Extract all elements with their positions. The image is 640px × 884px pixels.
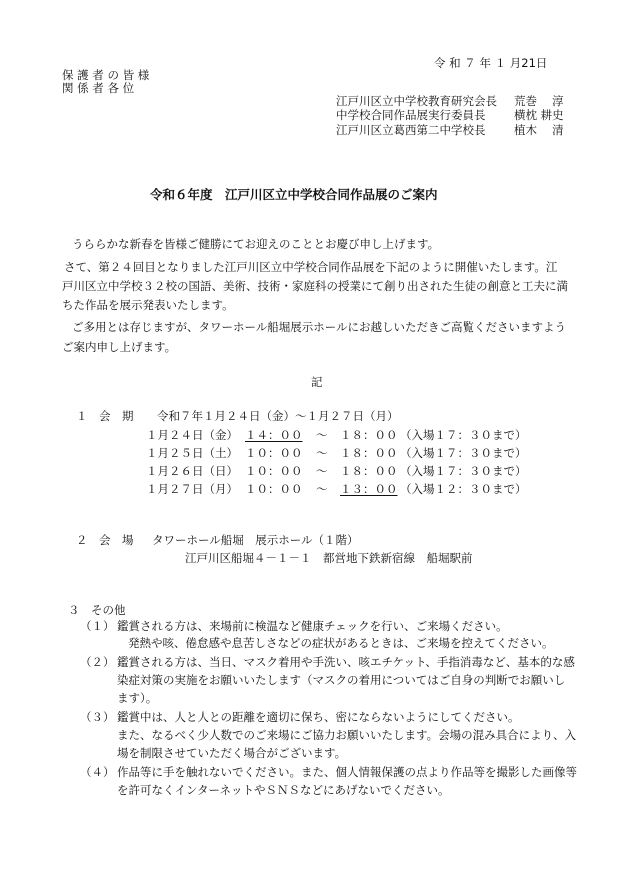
schedule-entry-note: （入場１７：３０まで）: [400, 464, 527, 478]
schedule-day: １月２６日（日）: [146, 464, 238, 478]
venue-name: タワーホール船堀 展示ホール（１階）: [152, 533, 359, 547]
venue-address: 江戸川区船堀４－１－１ 都営地下鉄新宿線 船堀駅前: [185, 551, 473, 565]
note-line: 鑑賞される方は、当日、マスク着用や手洗い、咳エチケット、手指消毒など、基本的な感: [117, 655, 575, 669]
request-paragraph-line: ご多用とは存じますが、タワーホール船堀展示ホールにお越しいただきご高覧くださいますよう: [72, 320, 567, 334]
note-line: 鑑賞中は、人と人との距離を適切に保ち、密にならないようにしてください。: [117, 710, 520, 724]
schedule-separator: ～: [316, 482, 328, 496]
note-line: 作品等に手を触れないでください。また、個人情報保護の点より作品等を撮影した画像等: [117, 765, 577, 779]
schedule-entry-note: （入場１７：３０まで）: [400, 428, 527, 442]
note-number: （４）: [80, 765, 115, 779]
schedule-end-time: １８：００: [340, 428, 398, 442]
ki-heading: 記: [311, 375, 323, 389]
sender-role: 江戸川区立葛西第二中学校長: [336, 123, 486, 137]
schedule-day: １月２７日（月）: [146, 482, 238, 496]
schedule-entry-note: （入場１２：３０まで）: [400, 482, 527, 496]
schedule-start-time: １０：００: [245, 446, 303, 460]
intro-paragraph-line: さて、第２４回目となりました江戸川区立中学校合同作品展を下記のように開催いたします。江: [64, 260, 558, 274]
note-line: 染症対策の実施をお願いいたします（マスクの着用についてはご自身の判断でお願いし: [117, 673, 566, 687]
schedule-separator: ～: [316, 446, 328, 460]
recipient-related-parties: 関 係 者 各 位: [62, 81, 135, 95]
greeting-paragraph: うららかな新春を皆様ご健勝にてお迎えのこととお慶び申し上げます。: [72, 237, 440, 251]
note-line: 発熱や咳、倦怠感や息苦しさなどの症状があるときは、ご来場を控えてください。: [128, 636, 554, 650]
note-line: また、なるべく少人数でのご来場にご協力お願いいたします。会場の混み具合により、入: [117, 728, 577, 742]
period-range: 令和７年１月２４日（金）～１月２７日（月）: [157, 409, 399, 423]
sender-role: 江戸川区立中学校教育研究会長: [336, 94, 497, 108]
schedule-start-time: １０：００: [245, 464, 303, 478]
sender-name: 植木 清: [514, 123, 564, 137]
schedule-start-time: １０：００: [245, 482, 303, 496]
schedule-separator: ～: [316, 428, 328, 442]
other-label: ３ その他: [68, 603, 126, 617]
sender-name: 横枕 耕史: [514, 108, 564, 122]
schedule-entry-note: （入場１７：３０まで）: [400, 446, 527, 460]
note-number: （１）: [80, 619, 115, 633]
schedule-day: １月２５日（土）: [146, 446, 238, 460]
recipient-guardians: 保 護 者 の 皆 様: [62, 68, 150, 82]
schedule-end-time: １３：００: [340, 482, 398, 496]
period-label: １ 会 期: [76, 409, 134, 423]
sender-name: 荒巻 淳: [514, 94, 564, 108]
schedule-start-time: １４：００: [245, 428, 303, 442]
schedule-day: １月２４日（金）: [146, 428, 238, 442]
schedule-end-time: １８：００: [340, 446, 398, 460]
note-number: （３）: [80, 710, 115, 724]
schedule-end-time: １８：００: [340, 464, 398, 478]
document-date: 令 和 ７ 年 １ 月21日: [434, 56, 548, 70]
schedule-separator: ～: [316, 464, 328, 478]
request-paragraph-line: ご案内申し上げます。: [62, 340, 177, 354]
note-line: を許可なくインターネットやＳＮＳなどにあげないでください。: [117, 783, 450, 797]
venue-label: ２ 会 場: [76, 533, 134, 547]
note-line: ます）。: [117, 691, 158, 705]
intro-paragraph-line: ちた作品を展示発表いたします。: [62, 298, 234, 312]
intro-paragraph-line: 戸川区立中学校３２校の国語、美術、技術・家庭科の授業にて創り出された生徒の創意と工夫に満: [62, 279, 568, 293]
note-line: 場を制限させていただく場合がございます。: [117, 746, 347, 760]
document-title: 令和６年度 江戸川区立中学校合同作品展のご案内: [150, 187, 438, 202]
sender-role: 中学校合同作品展実行委員長: [336, 108, 486, 122]
note-number: （２）: [80, 655, 115, 669]
note-line: 鑑賞される方は、来場前に検温など健康チェックを行い、ご来場ください。: [117, 619, 508, 633]
